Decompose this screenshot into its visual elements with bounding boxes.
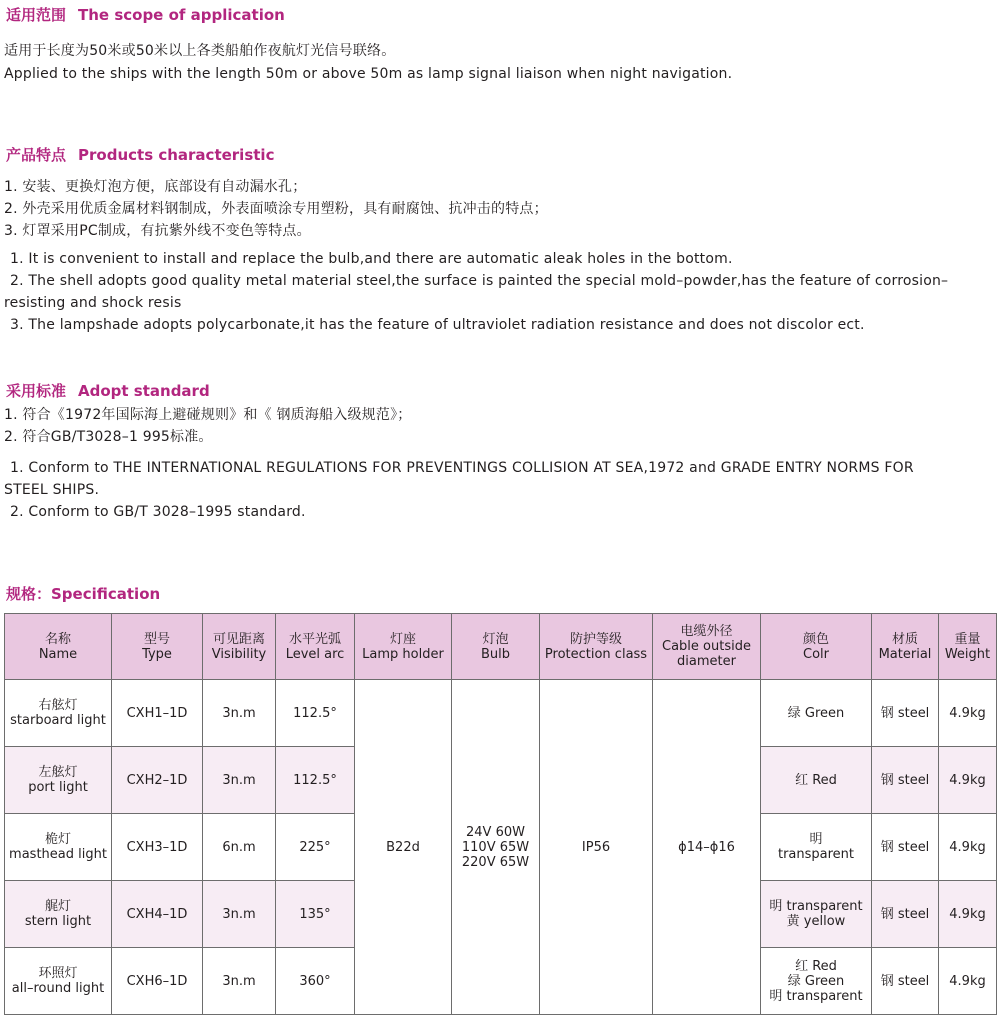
- cell-visibility: 3n.m: [203, 948, 276, 1015]
- header-level-arc: 水平光弧 Level arc: [276, 614, 355, 680]
- characteristic-en-2-cont: resisting and shock resis: [4, 295, 182, 311]
- cell-arc: 112.5°: [276, 680, 355, 747]
- cell-weight: 4.9kg: [939, 747, 997, 814]
- header-lamp-holder: 灯座 Lamp holder: [355, 614, 452, 680]
- cell-name: 左舷灯 port light: [5, 747, 112, 814]
- spec-header-row: [5, 614, 997, 680]
- table-row: [5, 680, 997, 747]
- cell-name: 艉灯 stern light: [5, 881, 112, 948]
- cell-weight: 4.9kg: [939, 881, 997, 948]
- cell-material: 钢 steel: [872, 881, 939, 948]
- characteristic-en-2: 2. The shell adopts good quality metal material steel,the surface is painted the special mold–powder,has the feature of corrosion–: [10, 273, 949, 289]
- scope-text-cn: 适用于长度为50米或50米以上各类船舶作夜航灯光信号联络。: [4, 43, 396, 59]
- cell-weight: 4.9kg: [939, 814, 997, 881]
- header-cable-diameter: 电缆外径 Cable outside diameter: [653, 614, 761, 680]
- cell-material: 钢 steel: [872, 680, 939, 747]
- cell-color: 明 transparent: [761, 814, 872, 881]
- cell-visibility: 3n.m: [203, 747, 276, 814]
- characteristic-cn-1: 1. 安装、更换灯泡方便，底部设有自动漏水孔；: [4, 179, 307, 195]
- cell-type: CXH3–1D: [112, 814, 203, 881]
- scope-heading-en: The scope of application: [78, 6, 285, 24]
- header-visibility: 可见距离 Visibility: [203, 614, 276, 680]
- characteristic-heading-en: Products characteristic: [78, 146, 275, 164]
- spec-table: [4, 613, 997, 1015]
- cell-arc: 360°: [276, 948, 355, 1015]
- cell-name: 环照灯 all–round light: [5, 948, 112, 1015]
- cell-arc: 112.5°: [276, 747, 355, 814]
- cell-visibility: 3n.m: [203, 881, 276, 948]
- cell-color: 明 transparent 黄 yellow: [761, 881, 872, 948]
- characteristic-heading-cn: 产品特点: [6, 146, 67, 164]
- cell-material: 钢 steel: [872, 948, 939, 1015]
- cell-color: 绿 Green: [761, 680, 872, 747]
- scope-text-en: Applied to the ships with the length 50m or above 50m as lamp signal liaison when night navigation.: [4, 66, 733, 82]
- cell-arc: 135°: [276, 881, 355, 948]
- cell-material: 钢 steel: [872, 814, 939, 881]
- standard-en-2: 2. Conform to GB/T 3028–1995 standard.: [10, 504, 306, 520]
- cell-cable-diameter: ϕ14–ϕ16: [653, 680, 761, 1015]
- characteristic-cn-3: 3. 灯罩采用PC制成，有抗紫外线不变色等特点。: [4, 223, 311, 239]
- header-material: 材质 Material: [872, 614, 939, 680]
- cell-bulb: 24V 60W 110V 65W 220V 65W: [452, 680, 540, 1015]
- cell-weight: 4.9kg: [939, 948, 997, 1015]
- cell-color: 红 Red: [761, 747, 872, 814]
- header-protection-class: 防护等级 Protection class: [540, 614, 653, 680]
- header-weight: 重量 Weight: [939, 614, 997, 680]
- cell-type: CXH1–1D: [112, 680, 203, 747]
- cell-color: 红 Red 绿 Green 明 transparent: [761, 948, 872, 1015]
- cell-arc: 225°: [276, 814, 355, 881]
- header-name: 名称 Name: [5, 614, 112, 680]
- characteristic-en-3: 3. The lampshade adopts polycarbonate,it has the feature of ultraviolet radiation resistance and does not discolor ect.: [10, 317, 865, 333]
- cell-visibility: 3n.m: [203, 680, 276, 747]
- cell-weight: 4.9kg: [939, 680, 997, 747]
- cell-type: CXH2–1D: [112, 747, 203, 814]
- cell-material: 钢 steel: [872, 747, 939, 814]
- cell-visibility: 6n.m: [203, 814, 276, 881]
- standard-heading: [6, 380, 210, 401]
- cell-type: CXH4–1D: [112, 881, 203, 948]
- cell-lamp-holder: B22d: [355, 680, 452, 1015]
- scope-heading: [6, 4, 285, 25]
- header-bulb: 灯泡 Bulb: [452, 614, 540, 680]
- standard-heading-en: Adopt standard: [78, 382, 210, 400]
- standard-heading-cn: 采用标准: [6, 382, 67, 400]
- characteristic-cn-2: 2. 外壳采用优质金属材料钢制成，外表面喷涂专用塑粉，具有耐腐蚀、抗冲击的特点；: [4, 201, 548, 217]
- characteristic-en-1: 1. It is convenient to install and replace the bulb,and there are automatic aleak holes in the bottom.: [10, 251, 733, 267]
- spec-heading: 规格：Specification: [6, 585, 161, 603]
- header-type: 型号 Type: [112, 614, 203, 680]
- standard-en-1-cont: STEEL SHIPS.: [4, 482, 100, 498]
- cell-name: 桅灯 masthead light: [5, 814, 112, 881]
- cell-protection-class: IP56: [540, 680, 653, 1015]
- standard-cn-1: 1. 符合《1972年国际海上避碰规则》和《 钢质海船入级规范》；: [4, 407, 412, 423]
- standard-en-1: 1. Conform to THE INTERNATIONAL REGULATIONS FOR PREVENTINGS COLLISION AT SEA,1972 and GRADE ENTRY NORMS FOR: [10, 460, 914, 476]
- header-color: 颜色 Colr: [761, 614, 872, 680]
- cell-name: 右舷灯 starboard light: [5, 680, 112, 747]
- cell-type: CXH6–1D: [112, 948, 203, 1015]
- standard-cn-2: 2. 符合GB/T3028–1 995标准。: [4, 429, 213, 445]
- characteristic-heading: [6, 144, 274, 165]
- scope-heading-cn: 适用范围: [6, 6, 67, 24]
